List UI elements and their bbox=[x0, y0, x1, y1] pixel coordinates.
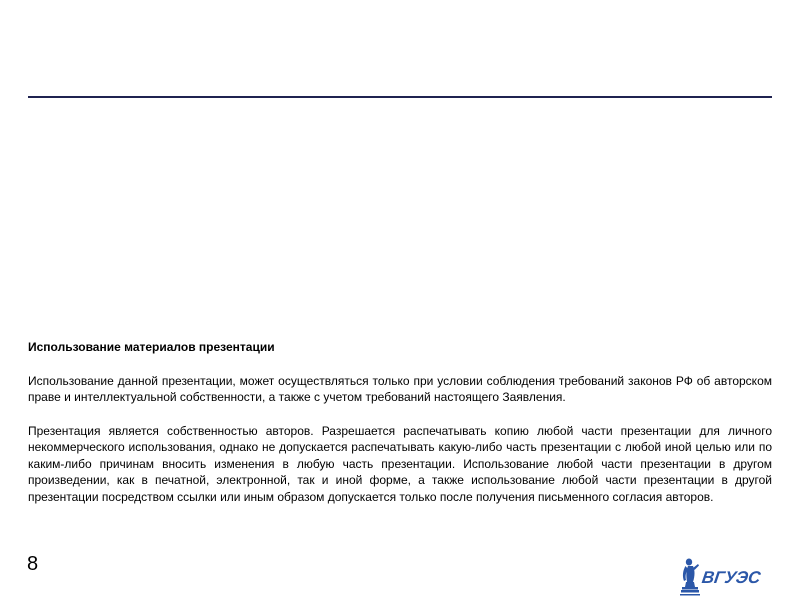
notice-block bbox=[28, 339, 772, 505]
notice-paragraph-1: Использование данной презентации, может осуществляться только при условии соблюдения требований законов РФ об авторском праве и интеллектуальной собственности, а также с учетом требований настоящего Заявления. bbox=[28, 373, 772, 404]
notice-heading: Использование материалов презентации bbox=[28, 340, 275, 354]
header-divider bbox=[28, 96, 772, 98]
notice-paragraph-2: Презентация является собственностью авторов. Разрешается распечатывать копию любой части презентации для личного некоммерческого использования, однако не допускается распечатывать какую-либо часть презентации с любой иной целью или по каким-либо причинам вносить изменения в любую часть презентации. Использование любой части презентации в другом произведении, как в печатной, электронной, так и иной форме, а также использование любой части презентации в другой презентации посредством ссылки или иным образом допускается только после получения письменного согласия авторов. bbox=[28, 423, 772, 504]
page-number: 8 bbox=[27, 553, 39, 575]
university-emblem-icon bbox=[677, 556, 773, 596]
logo-wordmark: ВГУЭС bbox=[700, 568, 762, 587]
university-logo bbox=[677, 556, 773, 596]
